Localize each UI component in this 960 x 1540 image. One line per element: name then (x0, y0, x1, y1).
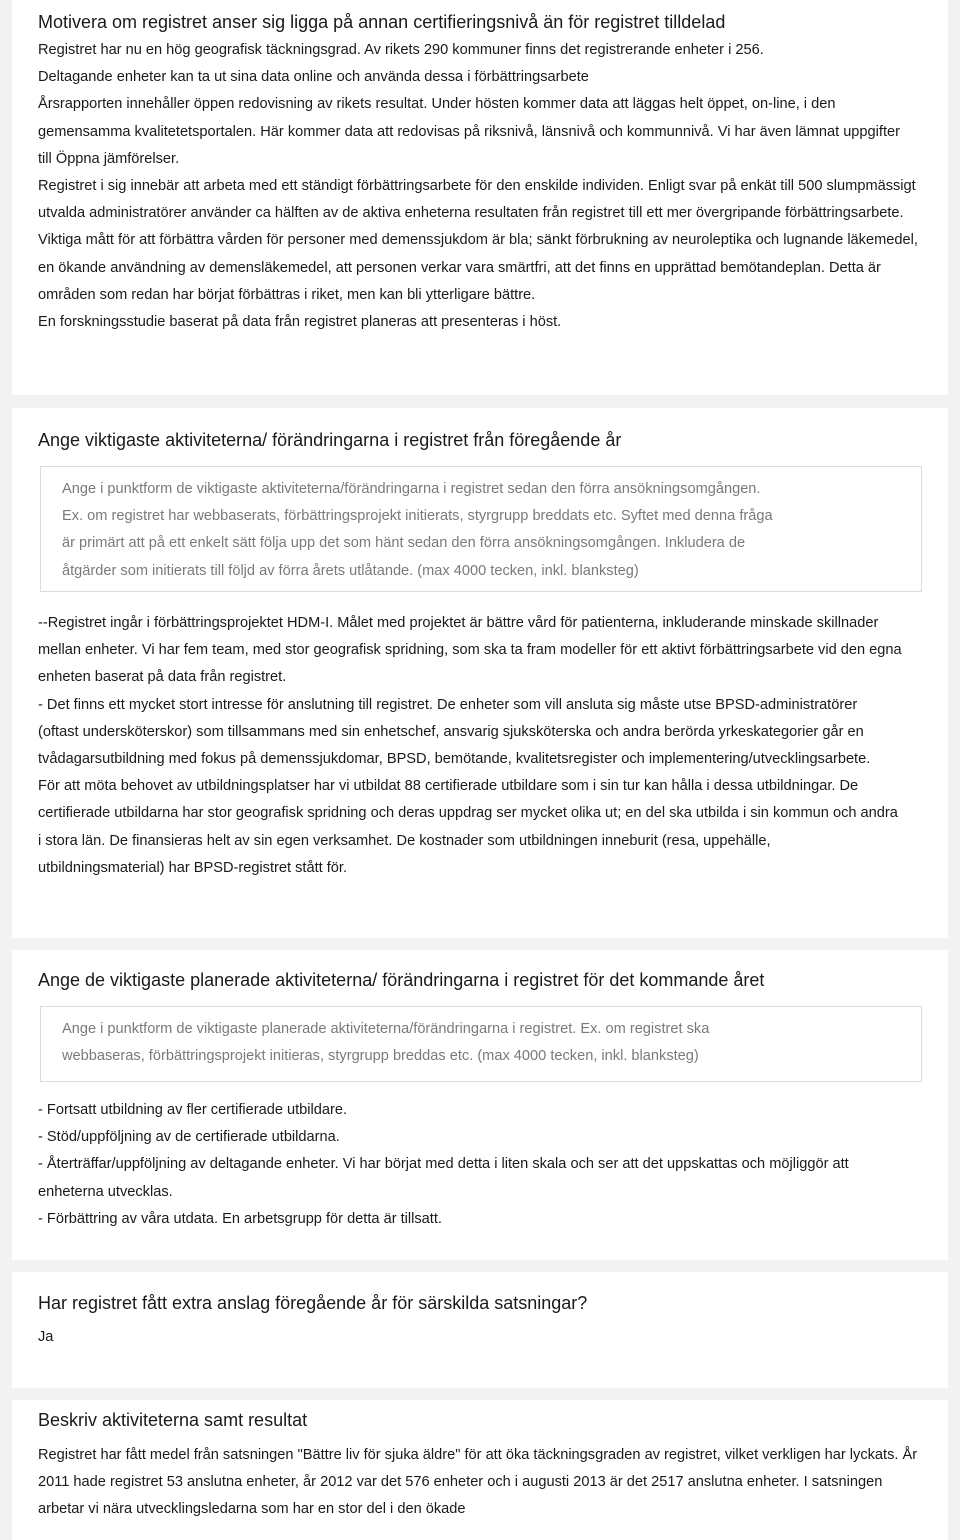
hint-line: är primärt att på ett enkelt sätt följa upp det som hänt sedan den förra ansökningsomgången. Inkludera de (62, 535, 746, 552)
answer-paragraph: --Registret ingår i förbättringsprojektet HDM-I. Målet med projektet är bättre vård för patienterna, inkluderande minskade skillnader mellan enheter. Vi har fem team, med stor geografisk spridning, som ska ta fram modeller för ett aktivt förbättringsarbete vid den egna enheten baserat på data från registret. (38, 615, 902, 686)
hint-line: Ange i punktform de viktigaste planerade aktiviteterna/förändringarna i registret. Ex. om registret ska (62, 1021, 710, 1037)
section-title: Beskriv aktiviteterna samt resultat (38, 1410, 308, 1430)
section-title: Ange de viktigaste planerade aktiviteterna/ förändringarna i registret för det kommande året (38, 970, 765, 990)
section-title: Motivera om registret anser sig ligga på annan certifieringsnivå än för registret tilldelad (38, 12, 726, 32)
hint-box (40, 1006, 922, 1082)
answer-paragraph: - Förbättring av våra utdata. En arbetsgrupp för detta är tillsatt. (38, 1210, 442, 1227)
answer-paragraph: - Fortsatt utbildning av fler certifierade utbildare. (38, 1102, 348, 1118)
answer-paragraph: För att möta behovet av utbildningsplatser har vi utbildat 88 certifierade utbildare som i sin tur kan hålla i dessa utbildningar. De certifierade utbildarna har stor geografisk spridning och deras uppdrag ser mycket olika ut; en del ska utbilda i sin kommun och andra i stora län. De finansieras helt av sin egen verksamhet. De kostnader som utbildningen inneburit (resa, uppehälle, utbildningsmaterial) har BPSD-registret stått för. (38, 778, 898, 876)
answer-paragraph: En forskningsstudie baserat på data från registret planeras att presenteras i höst. (38, 314, 562, 331)
answer-paragraph: Registret har fått medel från satsningen "Bättre liv för sjuka äldre" för att öka täckningsgraden av registret, vilket verkligen har lyckats. År 2011 hade registret 53 anslutna enheter, år 2012 var det 576 enheter och i augusti 2013 är det 2517 anslutna enheter. I satsningen arbetar vi nära utvecklingsledarna som har en stor del i den ökade (38, 1447, 918, 1518)
section-motivation (12, 0, 948, 395)
hint-line: Ange i punktform de viktigaste aktiviteterna/förändringarna i registret sedan den förra ansökningsomgången. (62, 481, 761, 497)
answer-paragraph: Viktiga mått för att förbättra vården för personer med demenssjukdom är bla; sänkt förbrukning av neuroleptika och lugnande läkemedel, en ökande användning av demensläkemedel, att personen verkar vara smärtfri, att det finns en upprättad bemötandeplan. Detta är områden som redan har börjat förbättras i riket, men kan bli ytterligare bättre. (38, 232, 918, 303)
section-answer (38, 610, 918, 882)
answer-paragraph: - Stöd/uppföljning av de certifierade utbildarna. (38, 1129, 340, 1146)
section-activities-previous-year (12, 408, 948, 938)
answer-paragraph: - Det finns ett mycket stort intresse för anslutning till registret. De enheter som vill ansluta sig måste utse BPSD-administratörer (oftast undersköterskor) som tillsammans med sin enhetschef, ansvarig sjuksköterska och andra berörda yrkeskategorier går en tvådagarsutbildning med fokus på demenssjukdomar, BPSD, bemötande, kvalitetsregister och implementering/utvecklingsarbete. (38, 696, 871, 768)
answer-paragraph: Registret har nu en hög geografisk täckningsgrad. Av rikets 290 kommuner finns det registrerande enheter i 256. (38, 42, 764, 58)
section-title: Har registret fått extra anslag föregående år för särskilda satsningar? (38, 1293, 588, 1313)
answer-paragraph: Deltagande enheter kan ta ut sina data online och använda dessa i förbättringsarbete (38, 69, 589, 86)
section-title: Ange viktigaste aktiviteterna/ förändringarna i registret från föregående år (38, 430, 622, 450)
answer-value: Ja (38, 1329, 54, 1345)
section-answer (38, 1324, 53, 1351)
section-answer (38, 1097, 908, 1233)
section-describe-activities (12, 1400, 948, 1540)
hint-box (40, 466, 922, 592)
section-answer (38, 1442, 918, 1524)
answer-paragraph: Årsrapporten innehåller öppen redovisning av rikets resultat. Under hösten kommer data att läggas helt öppet, on-line, i den gemensamma kvalitetetsportalen. Här kommer data att redovisas på riksnivå, länsnivå och kommunnivå. Vi har även lämnat uppgifter till Öppna jämförelser. (38, 96, 900, 167)
hint-line: Ex. om registret har webbaserats, förbättringsprojekt initierats, styrgrupp breddats etc. Syftet med denna fråga (62, 508, 773, 525)
hint-line: webbaseras, förbättringsprojekt initieras, styrgrupp breddas etc. (max 4000 tecken, inkl. blanksteg) (62, 1048, 699, 1065)
answer-paragraph: - Återträffar/uppföljning av deltagande enheter. Vi har börjat med detta i liten skala och ser att det uppskattas och möjliggör att enheterna utvecklas. (38, 1156, 849, 1200)
answer-paragraph: Registret i sig innebär att arbeta med ett ständigt förbättringsarbete för den enskilde individen. Enligt svar på enkät till 500 slumpmässigt utvalda administratörer använder ca hälften av de aktiva enheterna resultaten från registret till ett mer övergripande förbättringsarbete. (38, 178, 916, 222)
hint-line: åtgärder som initierats till följd av förra årets utlåtande. (max 4000 tecken, inkl. blanksteg) (62, 562, 639, 579)
section-extra-funding (12, 1272, 948, 1388)
section-answer (38, 37, 928, 336)
section-planned-activities (12, 950, 948, 1260)
